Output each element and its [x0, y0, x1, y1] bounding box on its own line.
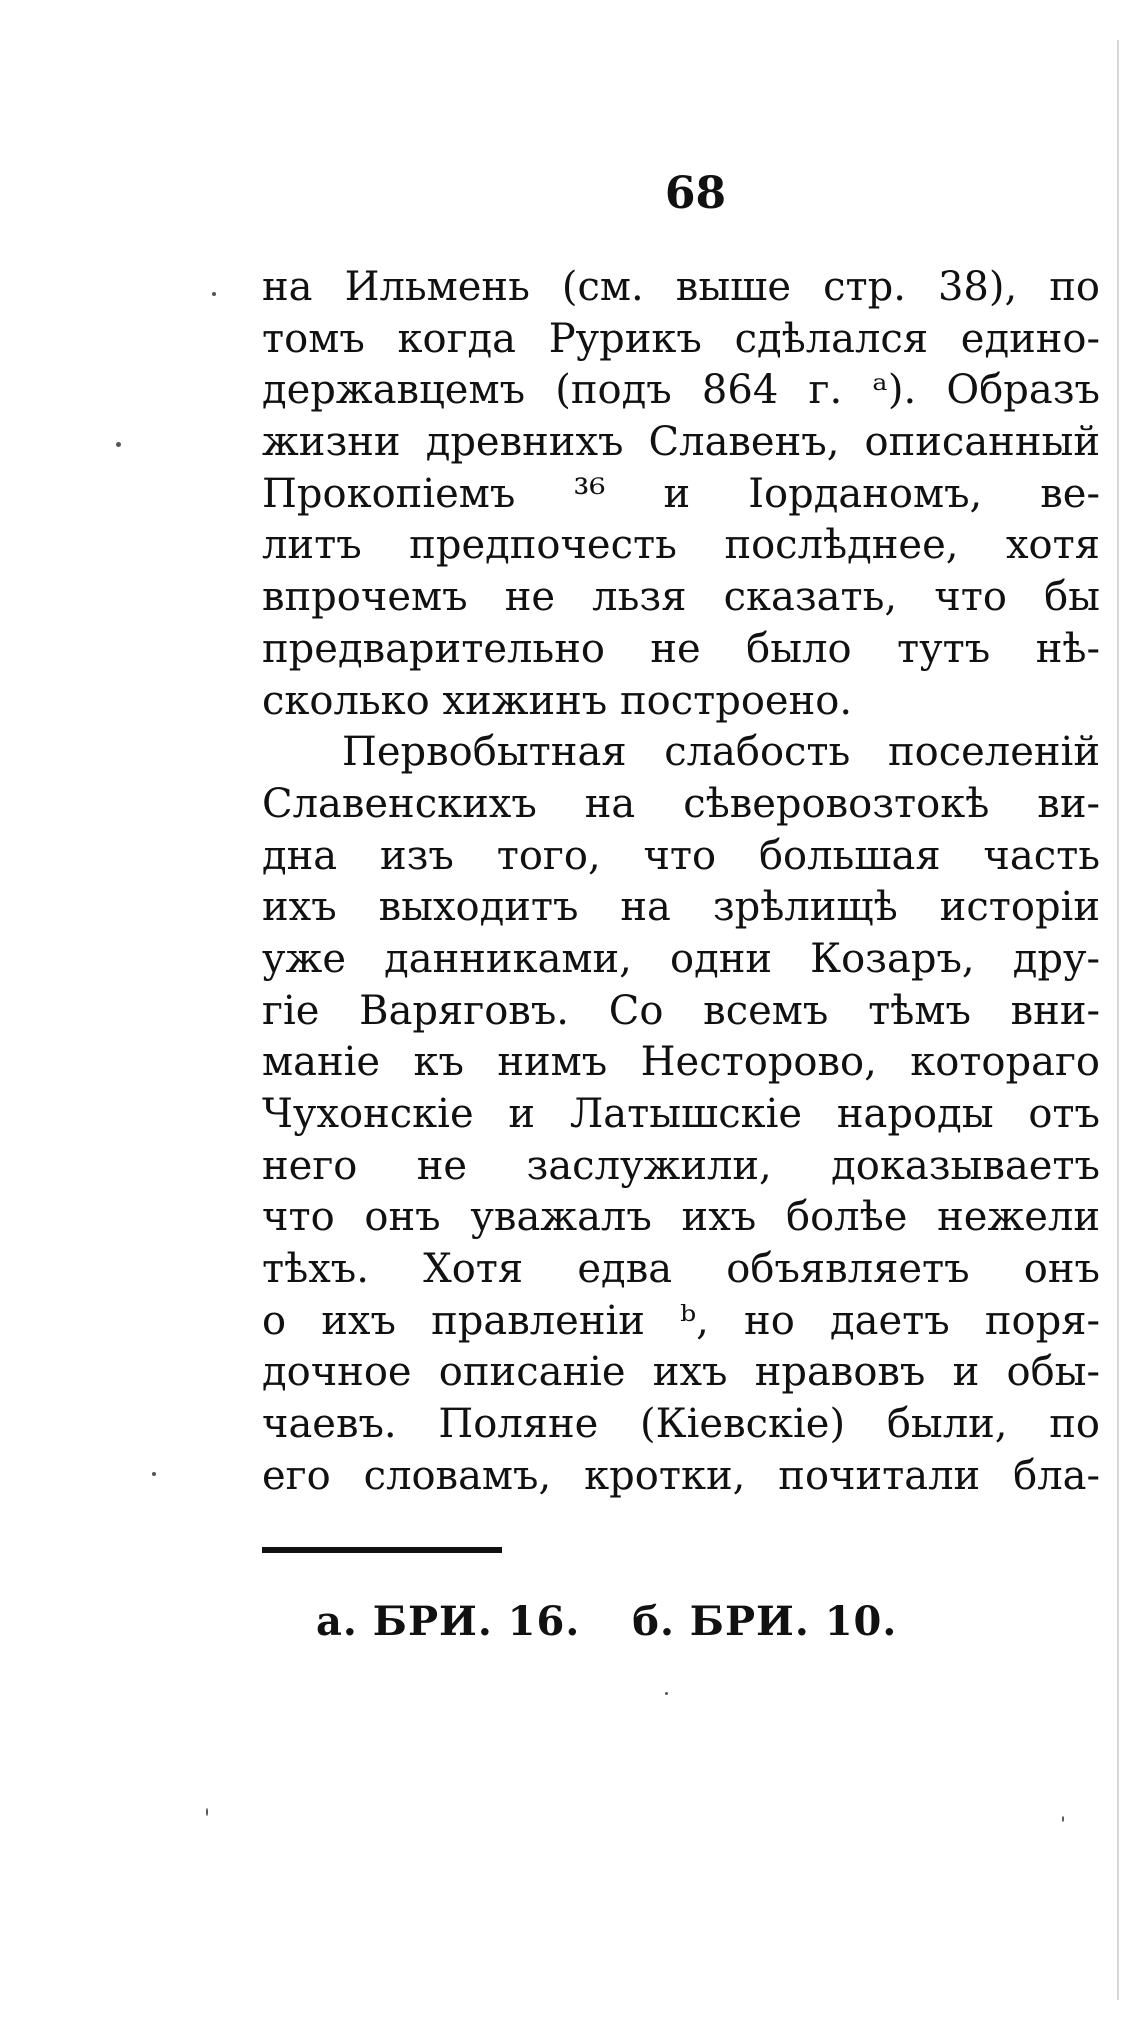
scan-speck: [1062, 1816, 1064, 1822]
text-line: впрочемъ не льзя сказать, что бы: [262, 574, 1100, 621]
text-line: державцемъ (подъ 864 г. ᵃ). Образъ: [262, 367, 1100, 414]
text-line: Славенскихъ на сѣверовозтокѣ ви-: [262, 780, 1100, 827]
scan-speck: [152, 1472, 156, 1476]
text-line: Прокопіемъ ³⁶ и Іорданомъ, ве-: [262, 470, 1100, 517]
page-number: 68: [664, 168, 727, 219]
text-line: чаевъ. Поляне (Кіевскіе) были, по: [262, 1401, 1100, 1448]
text-line: литъ предпочесть послѣднее, хотя: [262, 522, 1100, 569]
text-line: маніе къ нимъ Несторово, котораго: [262, 1039, 1100, 1086]
text-line: уже данниками, одни Козаръ, дру-: [262, 935, 1100, 982]
text-line: что онъ уважалъ ихъ болѣе нежели: [262, 1194, 1100, 1241]
body-text: [262, 262, 1100, 1503]
scan-speck: [212, 292, 216, 296]
footnote-rule: [262, 1547, 502, 1553]
footnote-a: а. БРИ. 16.: [316, 1598, 581, 1645]
footnotes: [316, 1598, 897, 1645]
text-line: гіе Варяговъ. Со всемъ тѣмъ вни-: [262, 987, 1100, 1034]
text-line: предварительно не было тутъ нѣ-: [262, 625, 1100, 672]
text-line: на Ильмень (см. выше стр. 38), по: [262, 264, 1100, 310]
text-line: ихъ выходитъ на зрѣлищѣ исторіи: [262, 884, 1100, 931]
text-line: тѣхъ. Хотя едва объявляетъ онъ: [262, 1246, 1100, 1293]
text-line: него не заслужили, доказываетъ: [262, 1142, 1100, 1189]
text-line: Первобытная слабость поселеній: [342, 729, 1100, 776]
scan-speck: [116, 442, 121, 447]
text-line: о ихъ правленіи ᵇ, но даетъ поря-: [262, 1297, 1100, 1344]
scan-speck: [206, 1808, 208, 1816]
scan-edge-line: [1117, 40, 1119, 2000]
text-line: Чухонскіе и Латышскіе народы отъ: [262, 1091, 1100, 1137]
text-line: томъ когда Рурикъ сдѣлался едино-: [262, 315, 1100, 362]
text-line: сколько хижинъ построено.: [262, 677, 853, 724]
text-line: жизни древнихъ Славенъ, описанный: [262, 419, 1100, 466]
text-line: его словамъ, кротки, почитали бла-: [262, 1452, 1100, 1499]
text-line: дна изъ того, что большая часть: [262, 832, 1100, 879]
footnote-b: б. БРИ. 10.: [632, 1598, 898, 1645]
text-line: дочное описаніе ихъ нравовъ и обы-: [262, 1349, 1100, 1396]
scan-speck: [665, 1692, 668, 1695]
